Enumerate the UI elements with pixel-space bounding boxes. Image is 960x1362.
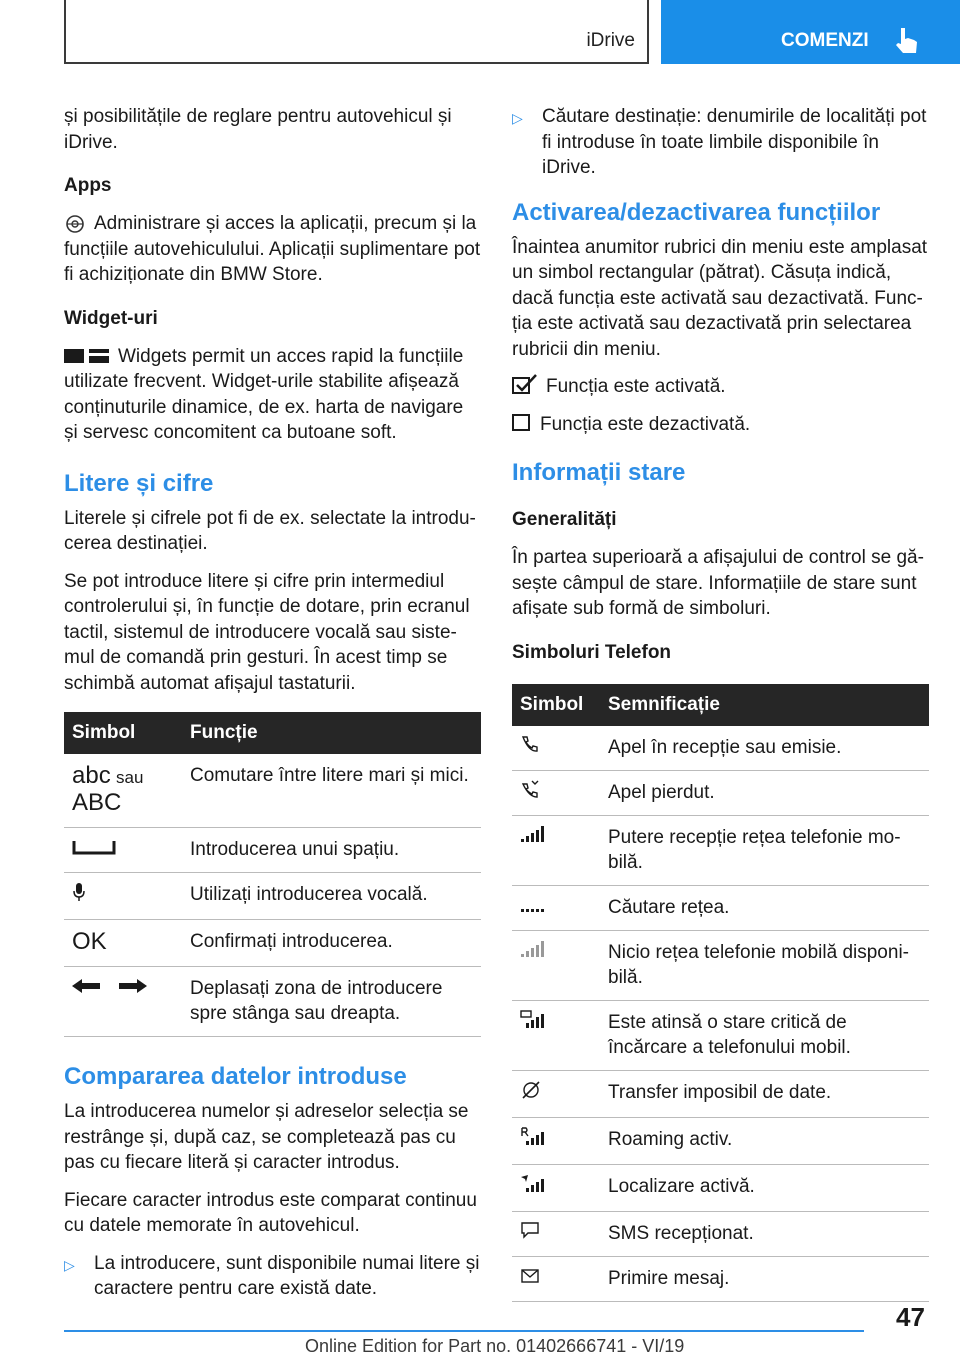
table-header-row (64, 712, 481, 754)
header-section-label: iDrive (586, 30, 635, 51)
letters-paragraph-1: Literele și cifrele pot fi de ex. selectate la introdu-cerea destinației. (64, 507, 476, 554)
row-text: Introducerea unui spațiu. (182, 828, 481, 873)
table-row (64, 828, 481, 873)
row-text: Deplasați zona de introducere spre stânga sau dreapta. (182, 967, 481, 1037)
widgets-paragraph (64, 344, 481, 446)
phone-symbols-heading: Simboluri Telefon (512, 641, 672, 663)
bullet-text: La introducere, sunt disponibile numai litere și caractere pentru care există date. (94, 1252, 480, 1299)
table-row (512, 885, 929, 930)
row-text: Localizare activă. (600, 1164, 929, 1211)
intro-paragraph: și posibilitățile de reglare pentru autovehicul și iDrive. (64, 106, 452, 153)
no-data-transfer-icon (520, 1080, 542, 1100)
table-header-meaning: Semnificație (600, 684, 929, 726)
general-heading: Generalități (512, 509, 617, 530)
compare-paragraph-1: La introducerea numelor și adreselor selecția se restrânge și, după caz, se completează pas cu pas cu fiecare literă și caracter introdus. (64, 1101, 469, 1173)
table-row (64, 920, 481, 967)
activate-paragraph: Înaintea anumitor rubrici din meniu este amplasat un simbol rectangular (pătrat). Căsuța indică, dacă funcția este activată sau dezactivată. Func-ția este activată sau dezactivată prin selectarea rubricii din meniu. (512, 236, 928, 360)
missed-call-icon (520, 780, 540, 798)
row-text: Apel pierdut. (600, 770, 929, 815)
row-text: Transfer imposibil de date. (600, 1070, 929, 1117)
table-row (512, 770, 929, 815)
inactive-text: Funcția este dezactivată. (540, 413, 751, 435)
space-icon (72, 839, 116, 855)
ok-symbol: OK (72, 928, 107, 955)
table-header-row (512, 684, 929, 726)
row-text: Nicio rețea telefonie mobilă disponi-bilă. (600, 930, 929, 1000)
letters-heading: Litere și cifre (64, 469, 214, 497)
widgets-text: Widgets permit un acces rapid la funcțiile utilizate frecvent. Widget-urile stabilite afișează conținuturile dinamice, de ex. harta de navigare și servesc concomitent ca butoane soft. (64, 345, 464, 443)
row-text: Căutare rețea. (600, 885, 929, 930)
location-signal-icon (520, 1174, 546, 1194)
table-header-symbol: Simbol (64, 712, 182, 754)
table-header-function: Funcție (182, 712, 481, 754)
apps-icon (64, 214, 86, 234)
abc-upper-symbol: ABC (72, 789, 122, 816)
table-row (64, 754, 481, 828)
checkbox-checked-icon (512, 374, 538, 394)
apps-paragraph (64, 211, 481, 288)
bullet-item (512, 104, 929, 181)
activate-heading: Activarea/dezactivarea funcțiilor (512, 198, 881, 226)
letters-table (64, 712, 481, 1037)
signal-strength-icon (520, 825, 546, 843)
bullet-triangle-icon: ▷ (512, 110, 523, 126)
arrow-left-icon (72, 978, 100, 994)
phone-symbols-table (512, 684, 929, 1302)
or-label: sau (115, 768, 144, 787)
compare-heading: Compararea datelor introduse (64, 1063, 407, 1090)
network-search-icon (520, 895, 546, 913)
table-row (512, 930, 929, 1000)
info-heading: Informații stare (512, 459, 686, 486)
table-row (512, 1164, 929, 1211)
table-row (64, 873, 481, 920)
table-row (512, 1117, 929, 1164)
table-header-symbol: Simbol (512, 684, 600, 726)
row-text: Comutare între litere mari și mici. (182, 754, 481, 828)
header-chapter-label: COMENZI (781, 30, 869, 51)
general-paragraph: În partea superioară a afișajului de control se gă-sește câmpul de stare. Informațiile de stare sunt afișate sub formă de simboluri. (512, 547, 924, 619)
mail-icon (520, 1268, 540, 1284)
hand-pointer-icon (893, 26, 919, 56)
active-row (512, 374, 929, 400)
bullet-item (64, 1251, 481, 1302)
header-chapter-tab (661, 0, 960, 64)
phone-call-icon (520, 735, 540, 753)
row-text: Primire mesaj. (600, 1256, 929, 1301)
bullet-text: Căutare destinație: denumirile de localități pot fi introduse în toate limbile disponibile în iDrive. (542, 106, 927, 178)
bullet-triangle-icon: ▷ (64, 1256, 75, 1273)
row-text: Utilizați introducerea vocală. (182, 873, 481, 920)
row-text: Apel în recepție sau emisie. (600, 726, 929, 771)
left-column (64, 104, 481, 1312)
sms-icon (520, 1221, 540, 1239)
row-text: Este atinsă o stare critică de încărcare a telefonului mobil. (600, 1000, 929, 1070)
table-row (512, 726, 929, 771)
abc-lower-symbol: abc (72, 762, 111, 789)
table-row (512, 1211, 929, 1256)
no-network-icon (520, 940, 546, 958)
roaming-icon (520, 1127, 546, 1147)
table-row (512, 815, 929, 885)
low-battery-signal-icon (520, 1010, 546, 1030)
row-text: Putere recepție rețea telefonie mo-bilă. (600, 815, 929, 885)
inactive-row (512, 412, 929, 438)
widgets-heading: Widget-uri (64, 307, 158, 329)
header-section-tab (64, 0, 649, 64)
footer-divider (64, 1330, 864, 1332)
apps-text: Administrare și acces la aplicații, precum și la funcțiile autovehiculului. Aplicații suplimentare pot fi achiziționate din BMW Store. (64, 213, 481, 285)
page-number: 47 (896, 1302, 925, 1332)
microphone-icon (72, 882, 86, 902)
row-text: SMS recepționat. (600, 1211, 929, 1256)
row-text: Roaming activ. (600, 1117, 929, 1164)
right-column (512, 104, 929, 1302)
table-row (512, 1256, 929, 1301)
edition-text: Online Edition for Part no. 01402666741 - VI/19 (305, 1336, 685, 1356)
table-row (64, 967, 481, 1037)
table-row (512, 1000, 929, 1070)
apps-heading: Apps (64, 175, 112, 196)
letters-paragraph-2: Se pot introduce litere și cifre prin intermediul controlerului și, în funcție de dotare, prin ecranul tactil, sistemul de introducere vocală sau siste-mul de comandă prin gesturi. În acest timp se schimbă automat afișajul tastaturii. (64, 570, 470, 694)
row-text: Confirmați introducerea. (182, 920, 481, 967)
checkbox-empty-icon (512, 412, 532, 432)
active-text: Funcția este activată. (546, 376, 726, 397)
table-row (512, 1070, 929, 1117)
widgets-icon (64, 347, 110, 365)
arrow-right-icon (119, 978, 147, 994)
case-symbol (64, 754, 182, 828)
compare-paragraph-2: Fiecare caracter introdus este comparat continuu cu datele memorate în autovehicul. (64, 1189, 477, 1236)
